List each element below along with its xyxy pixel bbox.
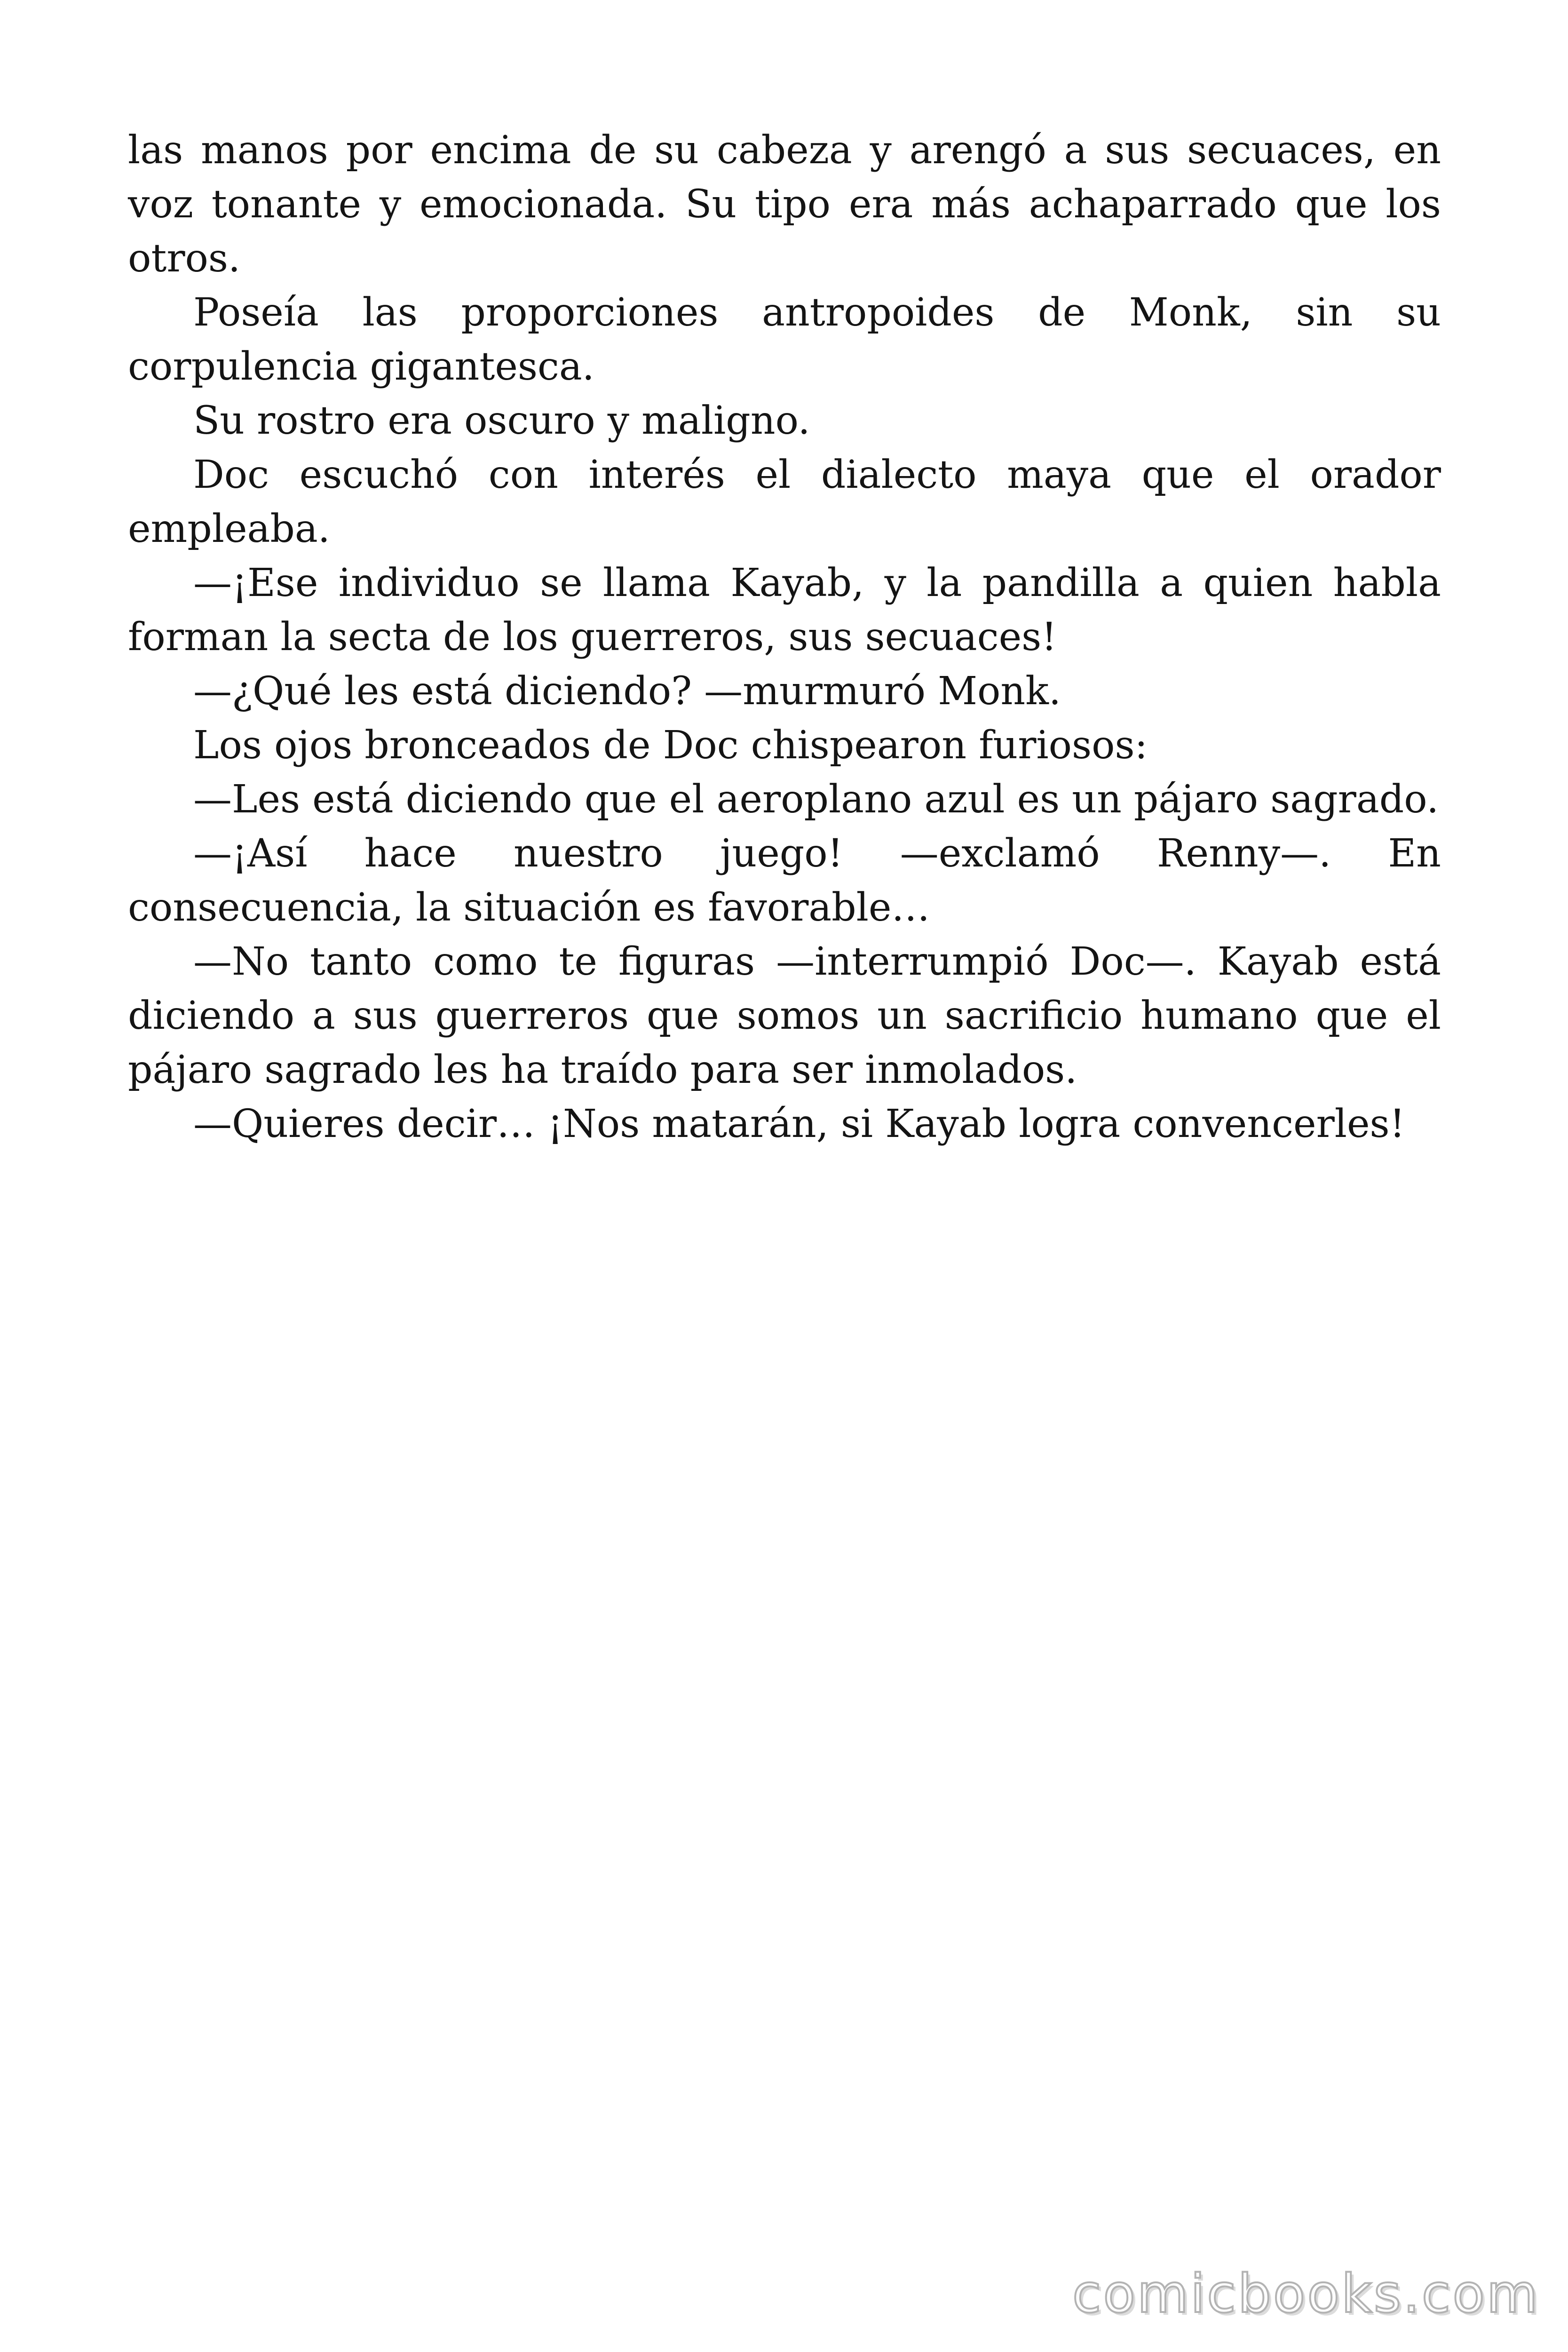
paragraph: —No tanto como te figuras —interrumpió Doc—. Kayab está diciendo a sus guerreros que somos un sacrificio humano que el pájaro sagrado les ha traído para ser inmolados. bbox=[128, 939, 1441, 1092]
paragraph: Su rostro era oscuro y maligno. bbox=[193, 398, 810, 443]
paragraph: —¡Así hace nuestro juego! —exclamó Renny—. En consecuencia, la situación es favorable… bbox=[128, 831, 1441, 930]
paragraph: las manos por encima de su cabeza y arengó a sus secuaces, en voz tonante y emocionada. Su tipo era más achaparrado que los otros. bbox=[128, 128, 1441, 281]
paragraph: —¿Qué les está diciendo? —murmuró Monk. bbox=[193, 669, 1061, 714]
paragraph: Doc escuchó con interés el dialecto maya que el orador empleaba. bbox=[128, 453, 1441, 551]
paragraph: —Les está diciendo que el aeroplano azul es un pájaro sagrado. bbox=[193, 777, 1439, 822]
paragraph: —Quieres decir… ¡Nos matarán, si Kayab logra convencerles! bbox=[193, 1102, 1405, 1146]
paragraph: Los ojos bronceados de Doc chispearon furiosos: bbox=[193, 723, 1148, 768]
paragraph: Poseía las proporciones antropoides de Monk, sin su corpulencia gigantesca. bbox=[128, 290, 1441, 389]
paragraph: —¡Ese individuo se llama Kayab, y la pandilla a quien habla forman la secta de los guerreros, sus secuaces! bbox=[128, 561, 1441, 660]
body-text bbox=[128, 123, 1441, 1151]
watermark: comicbooks.com bbox=[1072, 2264, 1540, 2325]
